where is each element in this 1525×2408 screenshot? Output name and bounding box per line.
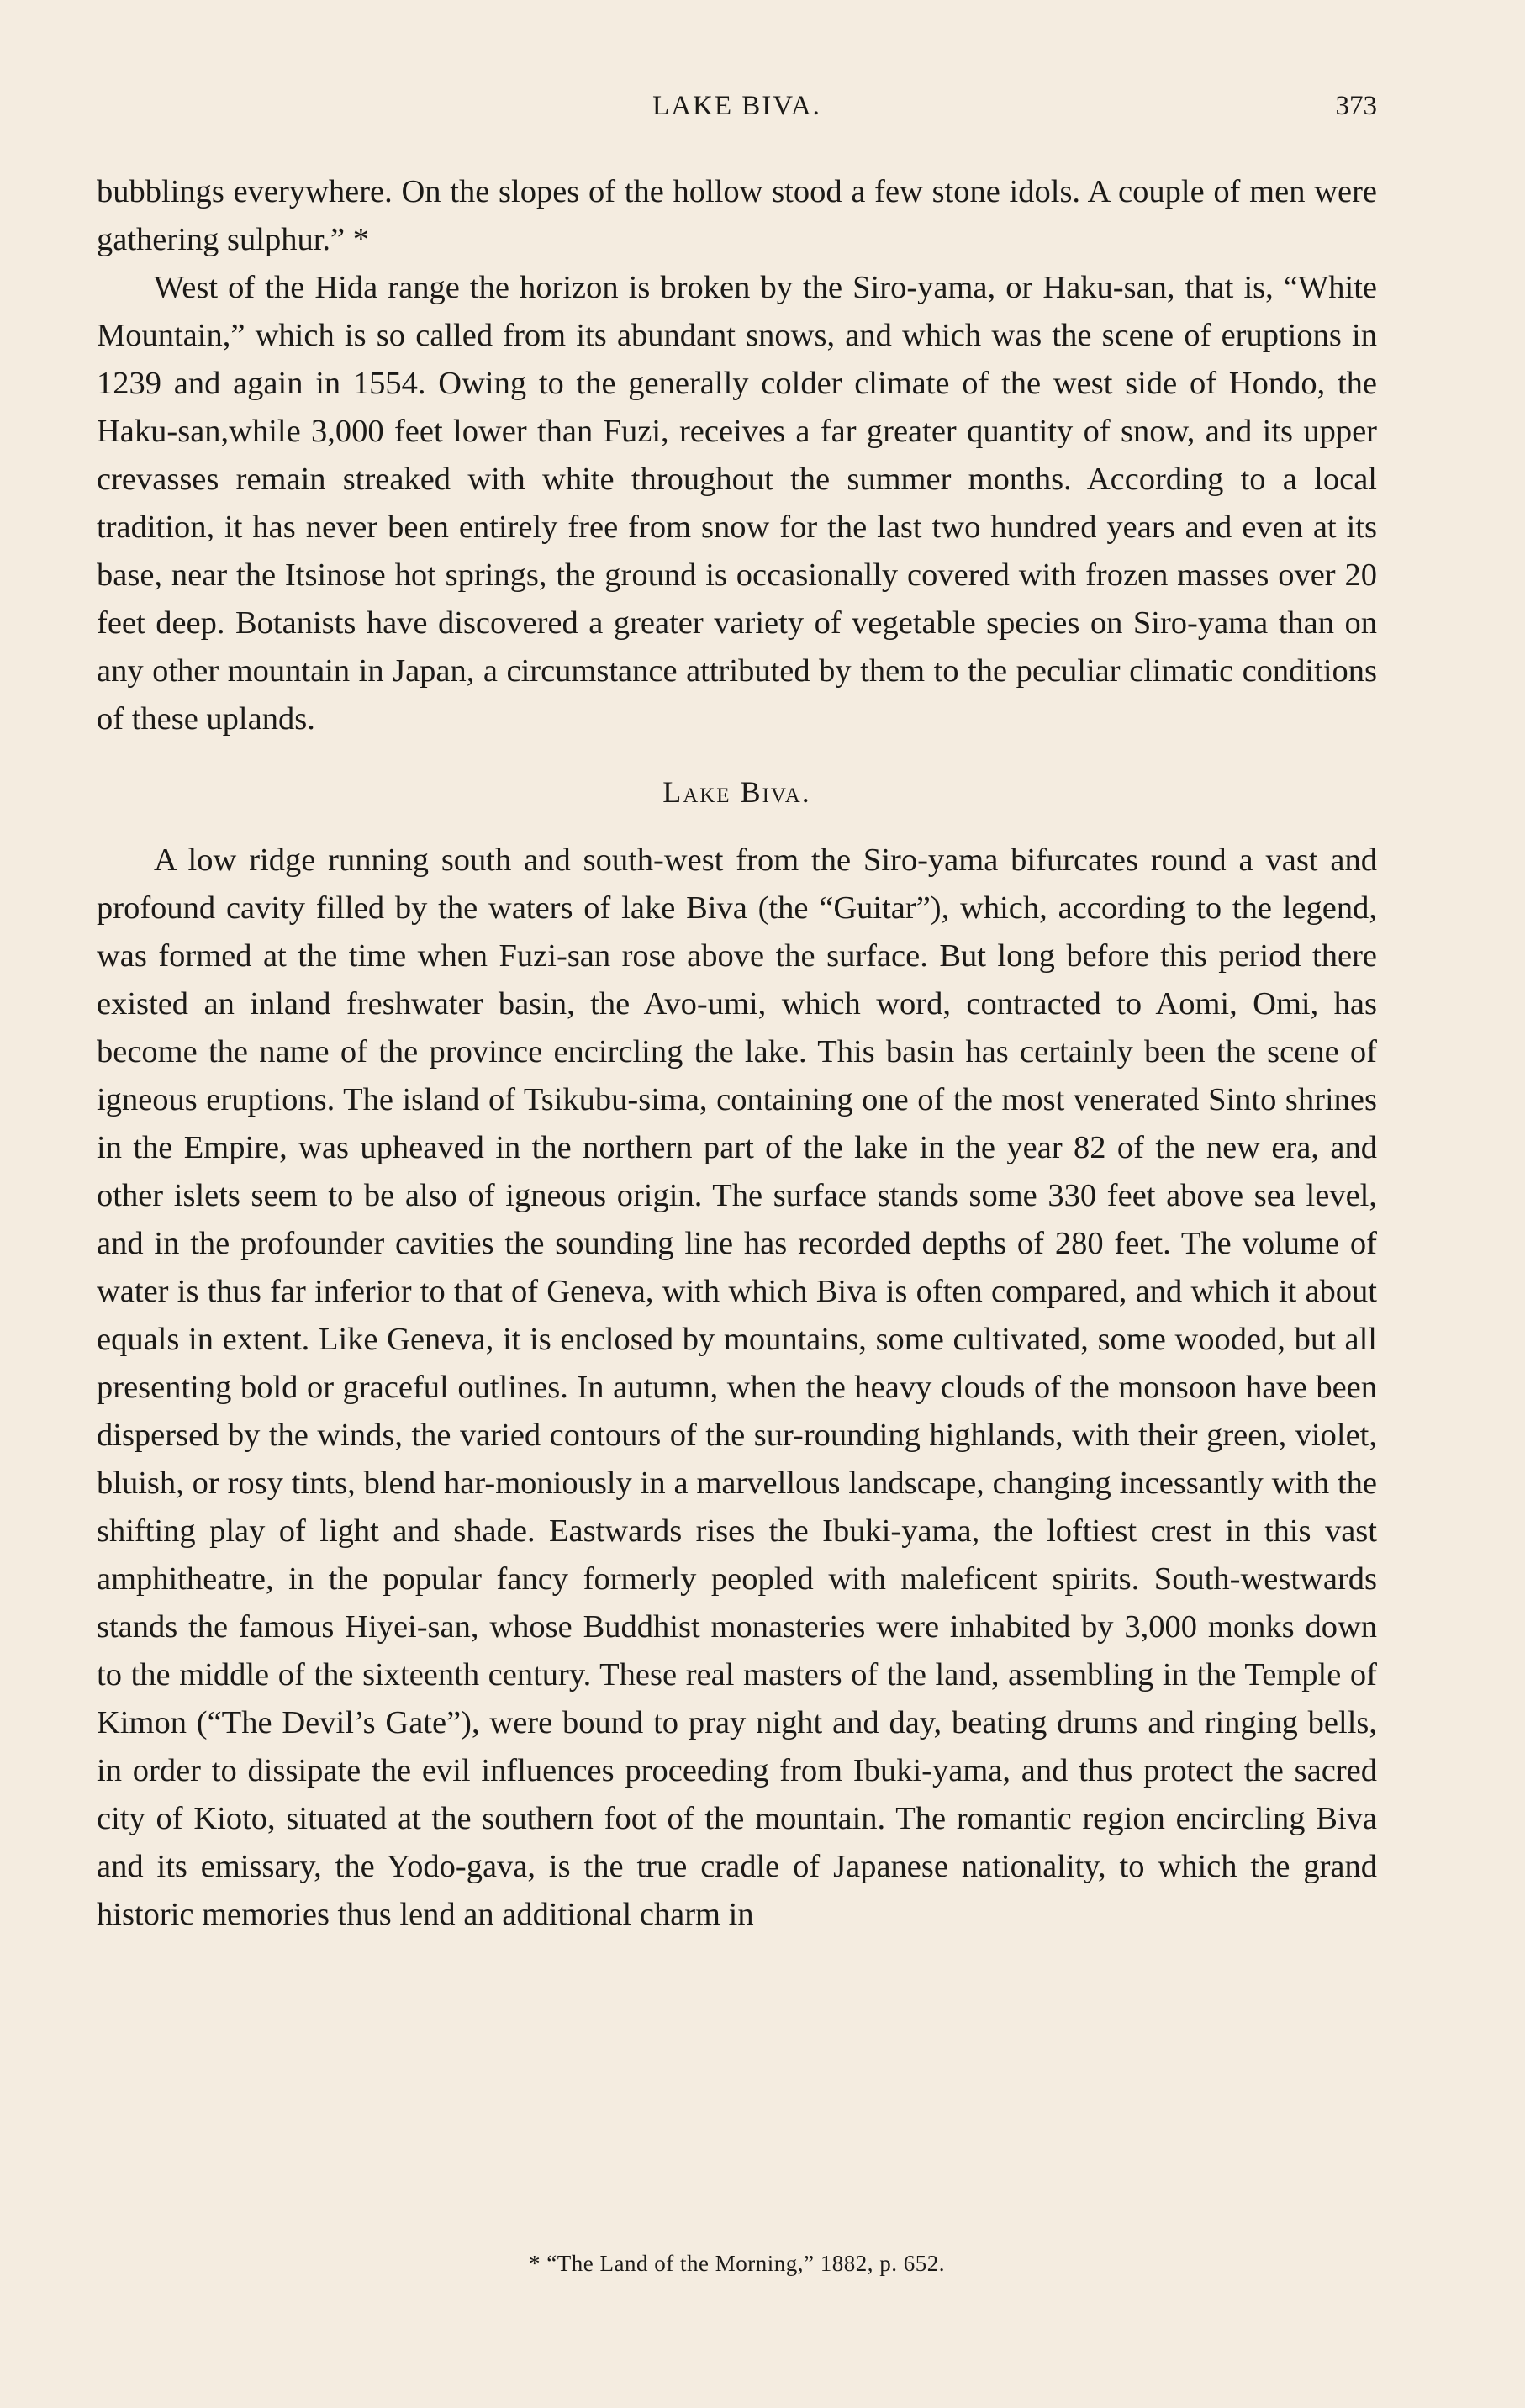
body-text xyxy=(97,168,1377,1939)
paragraph-haku-san: West of the Hida range the horizon is broken by the Siro-yama, or Haku-san, that is, “White Mountain,” which is so called from its abundant snows, and which was the scene of eruptions in 1239 and again in 1554. Owing to the generally colder climate of the west side of Hondo, the Haku-san,while 3,000 feet lower than Fuzi, receives a far greater quantity of snow, and its upper crevasses remain streaked with white throughout the summer months. According to a local tradition, it has never been entirely free from snow for the last two hundred years and even at its base, near the Itsinose hot springs, the ground is occasionally covered with frozen masses over 20 feet deep. Botanists have discovered a greater variety of vegetable species on Siro-yama than on any other mountain in Japan, a circumstance attributed by them to the peculiar climatic conditions of these uplands. xyxy=(97,270,1377,737)
footnote: * “The Land of the Morning,” 1882, p. 652. xyxy=(529,2251,945,2276)
running-header xyxy=(97,91,1377,133)
page-number: 373 xyxy=(1335,91,1377,121)
running-title: LAKE BIVA. xyxy=(652,91,821,121)
paragraph-continued: bubblings everywhere. On the slopes of the hollow stood a few stone idols. A couple of men were gathering sulphur.” * xyxy=(97,174,1377,257)
section-heading: Lake Biva. xyxy=(662,775,811,809)
paragraph-lake-biva: A low ridge running south and south-west from the Siro-yama bifurcates round a vast and profound cavity filled by the waters of lake Biva (the “Guitar”), which, according to the legend, was formed at the time when Fuzi-san rose above the surface. But long before this period there existed an inland freshwater basin, the Avo-umi, which word, contracted to Aomi, Omi, has become the name of the province encircling the lake. This basin has certainly been the scene of igneous eruptions. The island of Tsikubu-sima, containing one of the most venerated Sinto shrines in the Empire, was upheaved in the northern part of the lake in the year 82 of the new era, and other islets seem to be also of igneous origin. The surface stands some 330 feet above sea level, and in the profounder cavities the sounding line has recorded depths of 280 feet. The volume of water is thus far inferior to that of Geneva, with which Biva is often compared, and which it about equals in extent. Like Geneva, it is enclosed by mountains, some cultivated, some wooded, but all presenting bold or graceful outlines. In autumn, when the heavy clouds of the monsoon have been dispersed by the winds, the varied contours of the sur-rounding highlands, with their green, violet, bluish, or rosy tints, blend har-moniously in a marvellous landscape, changing incessantly with the shifting play of light and shade. Eastwards rises the Ibuki-yama, the loftiest crest in this vast amphitheatre, in the popular fancy formerly peopled with maleficent spirits. South-westwards stands the famous Hiyei-san, whose Buddhist monasteries were inhabited by 3,000 monks down to the middle of the sixteenth century. These real masters of the land, assembling in the Temple of Kimon (“The Devil’s Gate”), were bound to pray night and day, beating drums and ringing bells, in order to dissipate the evil influences proceeding from Ibuki-yama, and thus protect the sacred city of Kioto, situated at the southern foot of the mountain. The romantic region encircling Biva and its emissary, the Yodo-gava, is the true cradle of Japanese nationality, to which the grand historic memories thus lend an additional charm in xyxy=(97,842,1377,1932)
